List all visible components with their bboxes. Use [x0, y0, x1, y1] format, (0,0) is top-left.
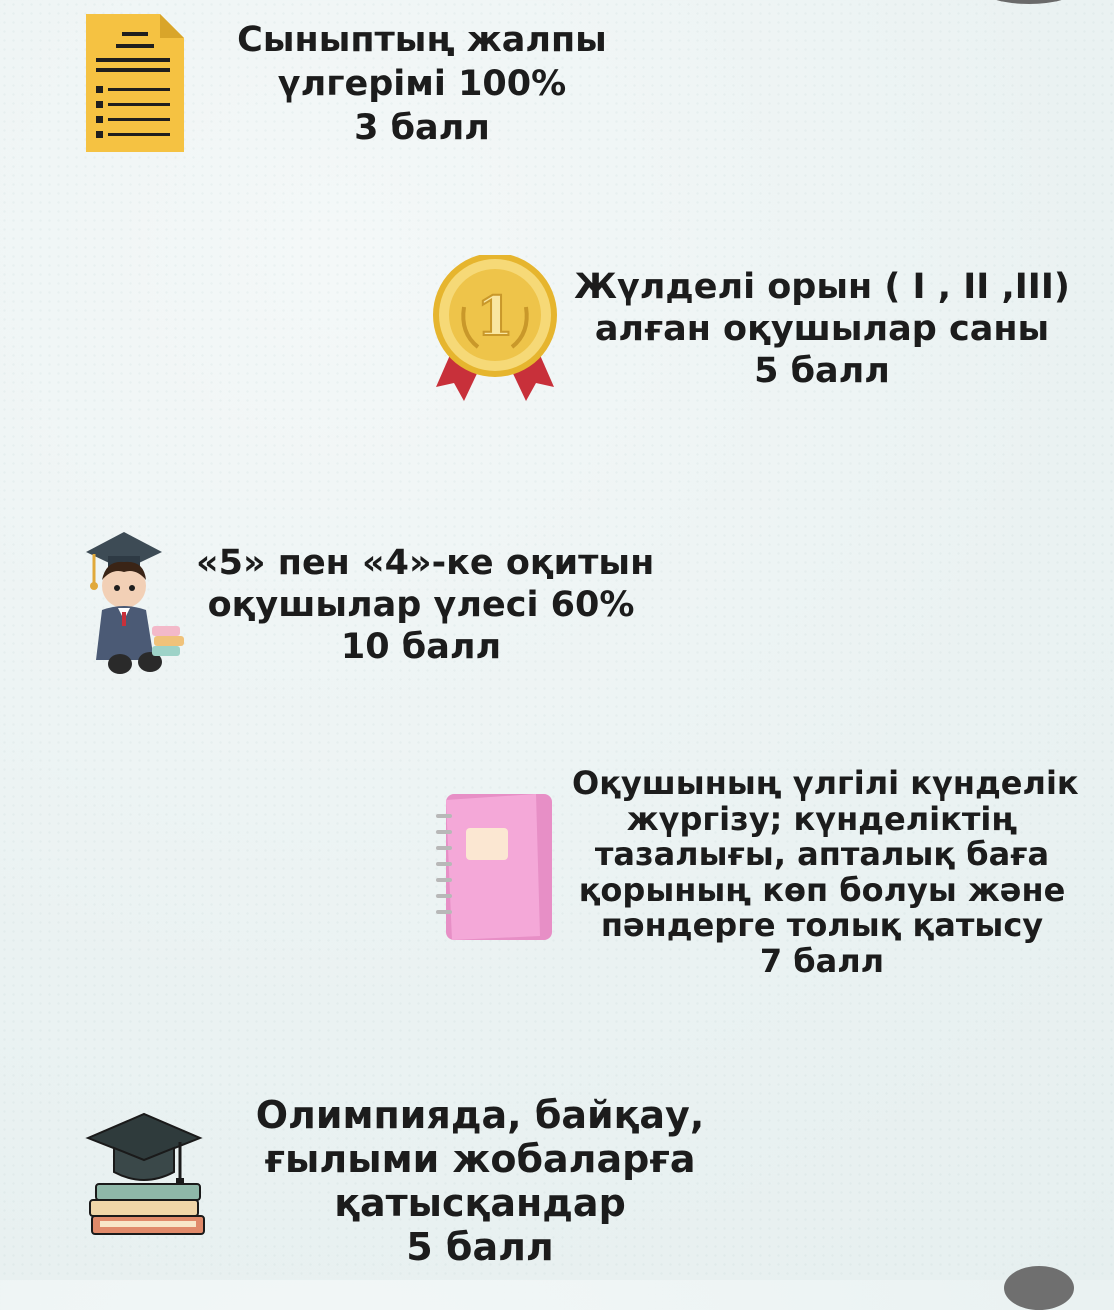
criterion-4-line-5: пәндерге толық қатысу — [600, 906, 1044, 944]
criterion-4-line-2: жүргізу; күнделіктің — [626, 799, 1018, 838]
pink-notebook-icon — [432, 790, 556, 944]
criterion-5-text — [220, 1093, 740, 1269]
criterion-3-line-1: «5» пен «4»-ке оқитын — [196, 543, 655, 583]
corner-shadow-bottom — [1004, 1266, 1074, 1310]
criterion-2-text — [572, 266, 1072, 392]
criterion-4-line-4: қорының көп болуы және — [578, 870, 1066, 909]
criterion-3-points: 10 балл — [340, 627, 502, 667]
criterion-1-line-2: үлгерімі 100% — [277, 64, 567, 104]
criterion-4-line-1: Оқушының үлгілі күнделік — [572, 764, 1079, 802]
criterion-1-text — [204, 18, 640, 150]
criterion-5-points: 5 балл — [406, 1225, 554, 1269]
criterion-4-points: 7 балл — [759, 941, 885, 980]
criterion-1-points: 3 балл — [354, 108, 490, 148]
criterion-2-line-2: алған оқушылар саны — [594, 309, 1050, 349]
graduate-student-icon — [82, 528, 188, 678]
gold-medal-icon — [430, 255, 560, 405]
criterion-3-text — [196, 542, 655, 668]
criterion-4-line-3: тазалығы, апталық баға — [594, 835, 1050, 873]
checklist-document-icon — [86, 14, 184, 152]
criterion-2-line-1: Жүлделі орын ( I , II ,III) — [574, 267, 1070, 307]
criterion-1-line-1: Сыныптың жалпы — [237, 20, 607, 60]
graduation-cap-books-icon — [84, 1108, 210, 1244]
criterion-5-line-2: ғылыми жобаларға — [264, 1137, 696, 1181]
criterion-5-line-1: Олимпияда, байқау, — [255, 1093, 705, 1137]
criterion-5-line-3: қатысқандар — [334, 1181, 626, 1225]
svg-text:1: 1 — [476, 284, 514, 348]
criterion-3-line-2: оқушылар үлесі 60% — [207, 585, 635, 625]
criterion-2-points: 5 балл — [754, 351, 890, 391]
criterion-4-text — [572, 764, 1079, 980]
